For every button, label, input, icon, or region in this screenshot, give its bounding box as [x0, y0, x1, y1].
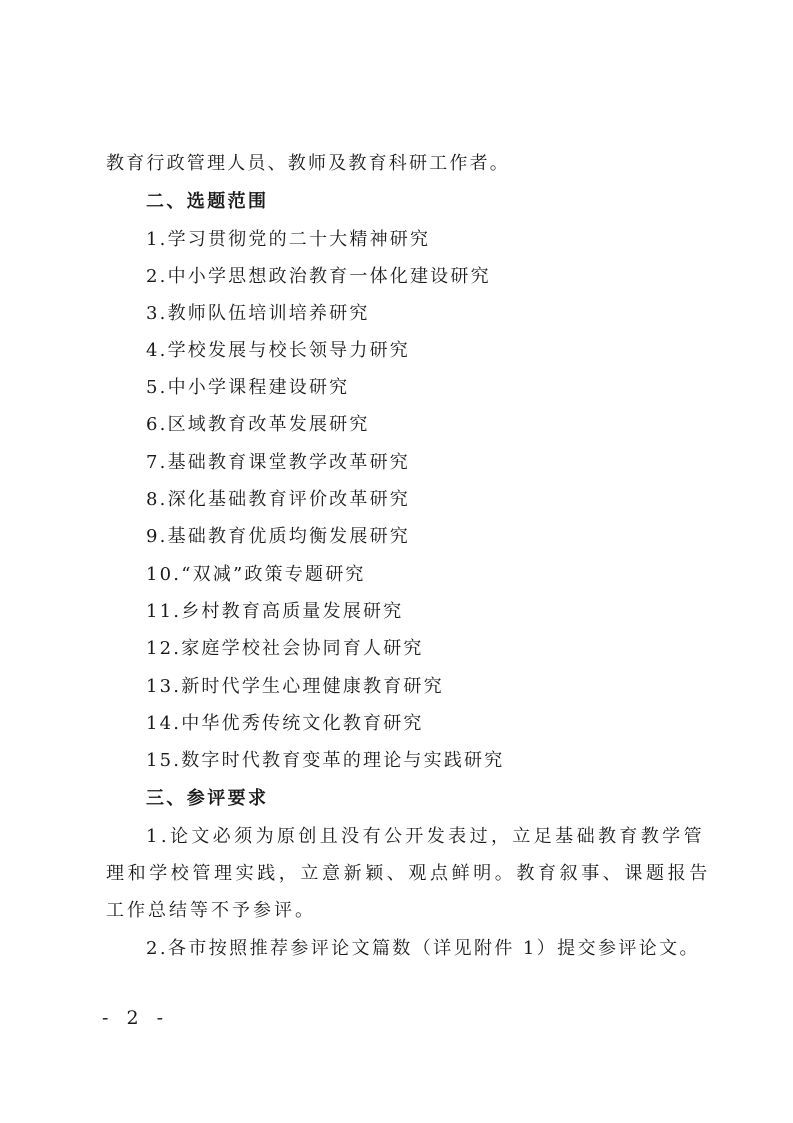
topic-item: 8.深化基础教育评价改革研究: [146, 489, 410, 510]
section-heading-requirements: 三、参评要求: [146, 788, 269, 809]
topic-item: 4.学校发展与校长领导力研究: [146, 340, 410, 361]
topic-item: 2.中小学思想政治教育一体化建设研究: [146, 266, 491, 287]
requirement-paragraph-2: 2.各市按照推荐参评论文篇数（详见附件 1）提交参评论文。: [146, 938, 700, 959]
topic-item: 11.乡村教育高质量发展研究: [146, 601, 404, 622]
requirement-1-line-2: 理和学校管理实践，立意新颖、观点鲜明。教育叙事、课题报告: [106, 863, 711, 884]
topic-item: 14.中华优秀传统文化教育研究: [146, 713, 424, 734]
topic-item: 6.区域教育改革发展研究: [146, 414, 370, 435]
topic-item: 9.基础教育优质均衡发展研究: [146, 526, 410, 547]
topic-item: 15.数字时代教育变革的理论与实践研究: [146, 750, 505, 771]
topic-item: 1.学习贯彻党的二十大精神研究: [146, 229, 431, 250]
intro-line: 教育行政管理人员、教师及教育科研工作者。: [106, 153, 510, 174]
section-heading-topic-scope: 二、选题范围: [146, 191, 269, 212]
page-number: - 2 -: [102, 1007, 170, 1029]
topic-item: 5.中小学课程建设研究: [146, 377, 350, 398]
requirement-1-line-1: 1.论文必须为原创且没有公开发表过，立足基础教育教学管: [146, 826, 705, 847]
topic-item: 7.基础教育课堂教学改革研究: [146, 452, 410, 473]
topic-item: 3.教师队伍培训培养研究: [146, 303, 370, 324]
topic-item: 12.家庭学校社会协同育人研究: [146, 638, 424, 659]
requirement-1-line-3: 工作总结等不予参评。: [106, 900, 316, 921]
topic-item: 13.新时代学生心理健康教育研究: [146, 676, 444, 697]
topic-item: 10.“双减”政策专题研究: [146, 564, 366, 585]
